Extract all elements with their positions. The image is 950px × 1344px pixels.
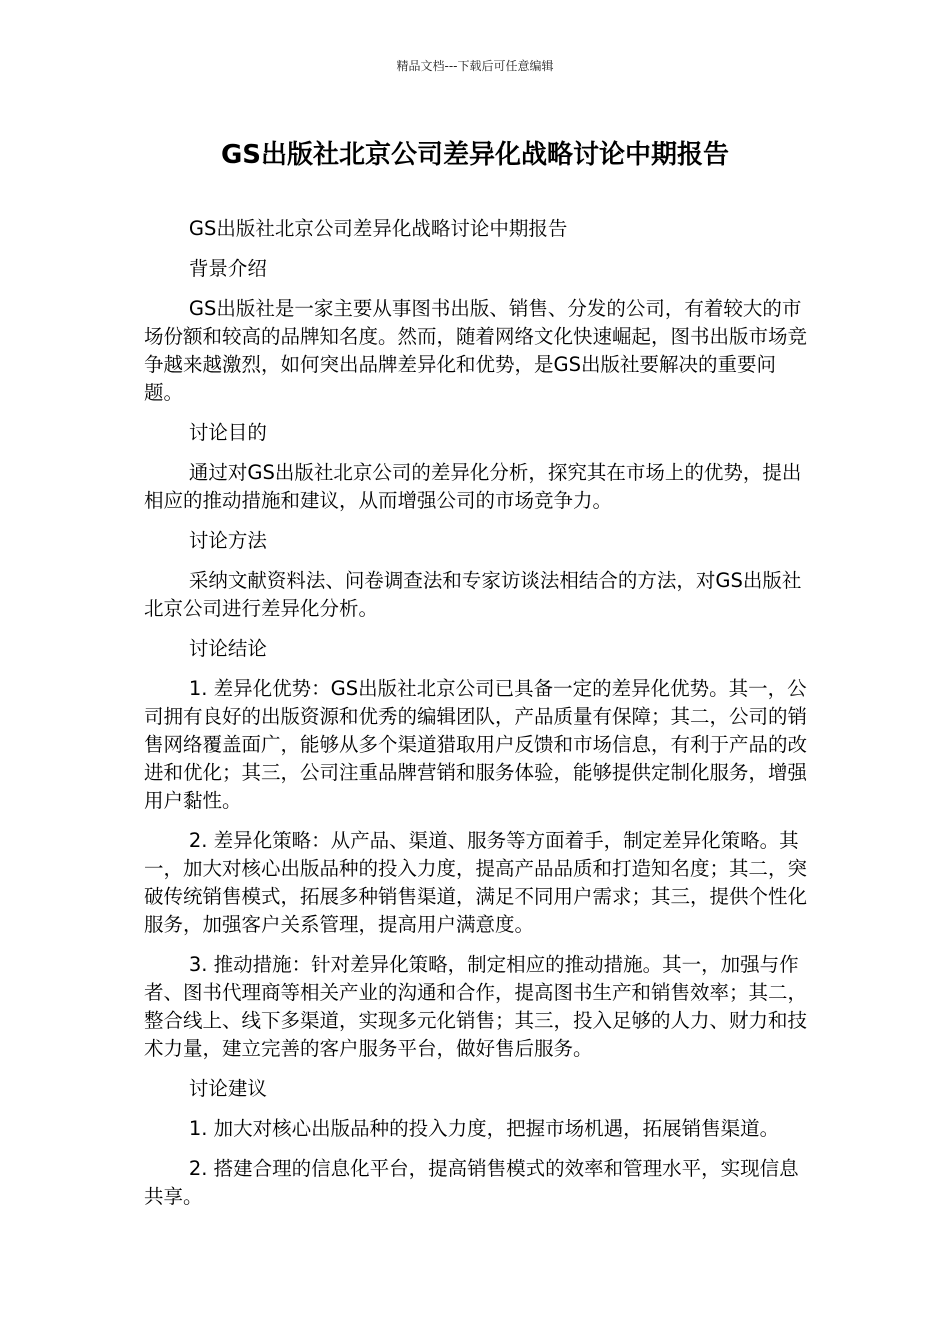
conclusion-item-2: 2. 差异化策略：从产品、渠道、服务等方面着手，制定差异化策略。其一，加大对核心出版品种的投入力度，提高产品品质和打造知名度；其二，突破传统销售模式，拓展多种销售渠道，满足不同用户需求；其三，提供个性化服务，加强客户关系管理，提高用户满意度。 xyxy=(144,829,808,936)
conclusion-item-1: 1. 差异化优势：GS出版社北京公司已具备一定的差异化优势。其一，公司拥有良好的出版资源和优秀的编辑团队，产品质量有保障；其二，公司的销售网络覆盖面广，能够从多个渠道猎取用户反馈和市场信息，有利于产品的改进和优化；其三，公司注重品牌营销和服务体验，能够提供定制化服务，增强用户黏性。 xyxy=(144,677,808,812)
document-title: GS出版社北京公司差异化战略讨论中期报告 xyxy=(220,140,730,170)
suggestion-item-2: 2. 搭建合理的信息化平台，提高销售模式的效率和管理水平，实现信息共享。 xyxy=(144,1157,799,1208)
purpose-paragraph: 通过对GS出版社北京公司的差异化分析，探究其在市场上的优势，提出相应的推动措施和建议，从而增强公司的市场竞争力。 xyxy=(144,461,802,512)
background-paragraph: GS出版社是一家主要从事图书出版、销售、分发的公司，有着较大的市场份额和较高的品牌知名度。然而，随着网络文化快速崛起，图书出版市场竞争越来越激烈，如何突出品牌差异化和优势，是GS出版社要解决的重要问题。 xyxy=(144,297,808,404)
method-paragraph: 采纳文献资料法、问卷调查法和专家访谈法相结合的方法，对GS出版社北京公司进行差异化分析。 xyxy=(144,569,802,620)
header-note: 精品文档---下载后可任意编辑 xyxy=(396,59,554,73)
section-heading-method: 讨论方法 xyxy=(188,529,267,552)
section-heading-conclusion: 讨论结论 xyxy=(188,637,267,660)
subtitle-paragraph: GS出版社北京公司差异化战略讨论中期报告 xyxy=(188,217,568,240)
suggestion-item-1: 1. 加大对核心出版品种的投入力度，把握市场机遇，拓展销售渠道。 xyxy=(188,1117,780,1140)
section-heading-background: 背景介绍 xyxy=(188,257,267,280)
conclusion-item-3: 3. 推动措施：针对差异化策略，制定相应的推动措施。其一，加强与作者、图书代理商等相关产业的沟通和合作，提高图书生产和销售效率；其二，整合线上、线下多渠道，实现多元化销售；其三，投入足够的人力、财力和技术力量，建立完善的客户服务平台，做好售后服务。 xyxy=(144,953,808,1060)
document-body xyxy=(144,215,808,1223)
section-heading-purpose: 讨论目的 xyxy=(188,421,267,444)
section-heading-suggestions: 讨论建议 xyxy=(188,1077,267,1100)
